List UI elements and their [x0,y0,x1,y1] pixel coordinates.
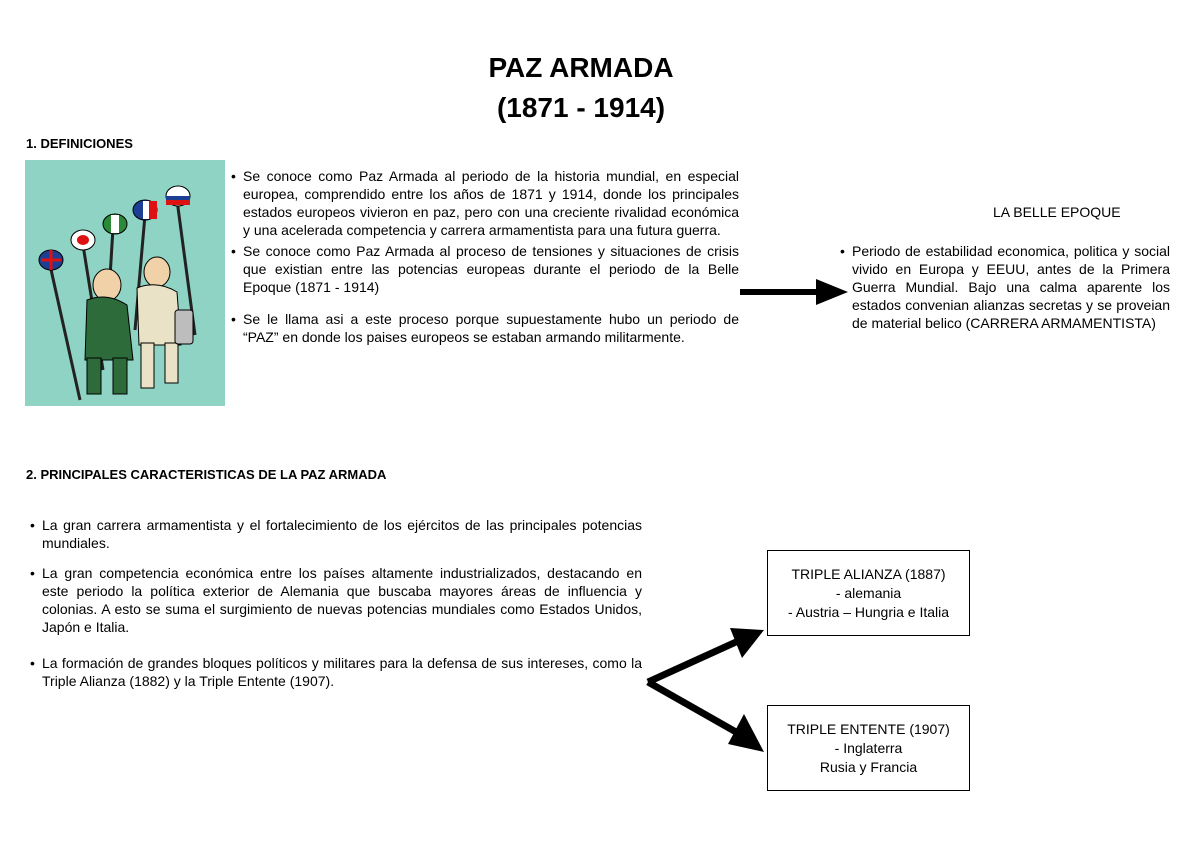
alianza-title: TRIPLE ALIANZA (1887) [791,566,946,582]
triple-alianza-box [767,550,970,636]
definition-item: • Se le llama asi a este proceso porque supuestamente hubo un periodo de “PAZ” en donde los paises europeos se estaban armando militarmente. [231,310,739,346]
definitions-list [231,167,739,346]
title-line-2: (1871 - 1914) [496,92,666,123]
characteristic-item: • La gran carrera armamentista y el fortalecimiento de los ejércitos de las principales potencias mundiales. [30,516,642,552]
alianza-member: - Austria – Hungria e Italia [787,604,950,620]
belle-epoque-description [840,242,1170,332]
title-line-1: PAZ ARMADA [488,52,674,83]
characteristic-item: • La formación de grandes bloques políticos y militares para la defensa de sus intereses, como la Triple Alianza (1882) y la Triple Entente (1907). [30,654,642,690]
cartoon-illustration [25,160,225,406]
paz-armada-cartoon-image [25,160,225,406]
arrow-to-belle-epoque [738,275,850,309]
branch-arrows [640,620,770,760]
entente-title: TRIPLE ENTENTE (1907) [787,721,950,737]
definition-item: • Se conoce como Paz Armada al proceso de tensiones y situaciones de crisis que existian entre las potencias europeas durante el periodo de la Belle Epoque (1871 - 1914) [231,242,739,296]
characteristics-list [30,516,642,690]
triple-entente-box [767,705,970,791]
belle-epoque-heading: LA BELLE EPOQUE [993,204,1121,220]
entente-member: - Inglaterra [834,740,903,756]
section-1-heading: 1. DEFINICIONES [26,136,133,151]
characteristic-item: • La gran competencia económica entre los países altamente industrializados, destacando en este periodo la política exterior de Alemania que buscaba mayores áreas de influencia y colonias. A esto se suma el surgimiento de nuevas potencias mundiales como Estados Unidos, Japón e Italia. [30,564,642,636]
page-title [0,48,1162,128]
belle-epoque-item: • Periodo de estabilidad economica, politica y social vivido en Europa y EEUU, antes de la Primera Guerra Mundial. Bajo una calma aparente los estados convenian alianzas secretas y se proveian de material belico (CARRERA ARMAMENTISTA) [840,242,1170,332]
definition-item: • Se conoce como Paz Armada al periodo de la historia mundial, en especial europea, comprendido entre los años de 1871 y 1914, donde los principales estados europeos vivieron en paz, pero con una creciente rivalidad económica y una acelerada competencia y carrera armamentista para una futura guerra. [231,167,739,239]
alianza-member: - alemania [835,585,902,601]
entente-member: Rusia y Francia [819,759,918,775]
section-2-heading: 2. PRINCIPALES CARACTERISTICAS DE LA PAZ ARMADA [26,467,387,482]
